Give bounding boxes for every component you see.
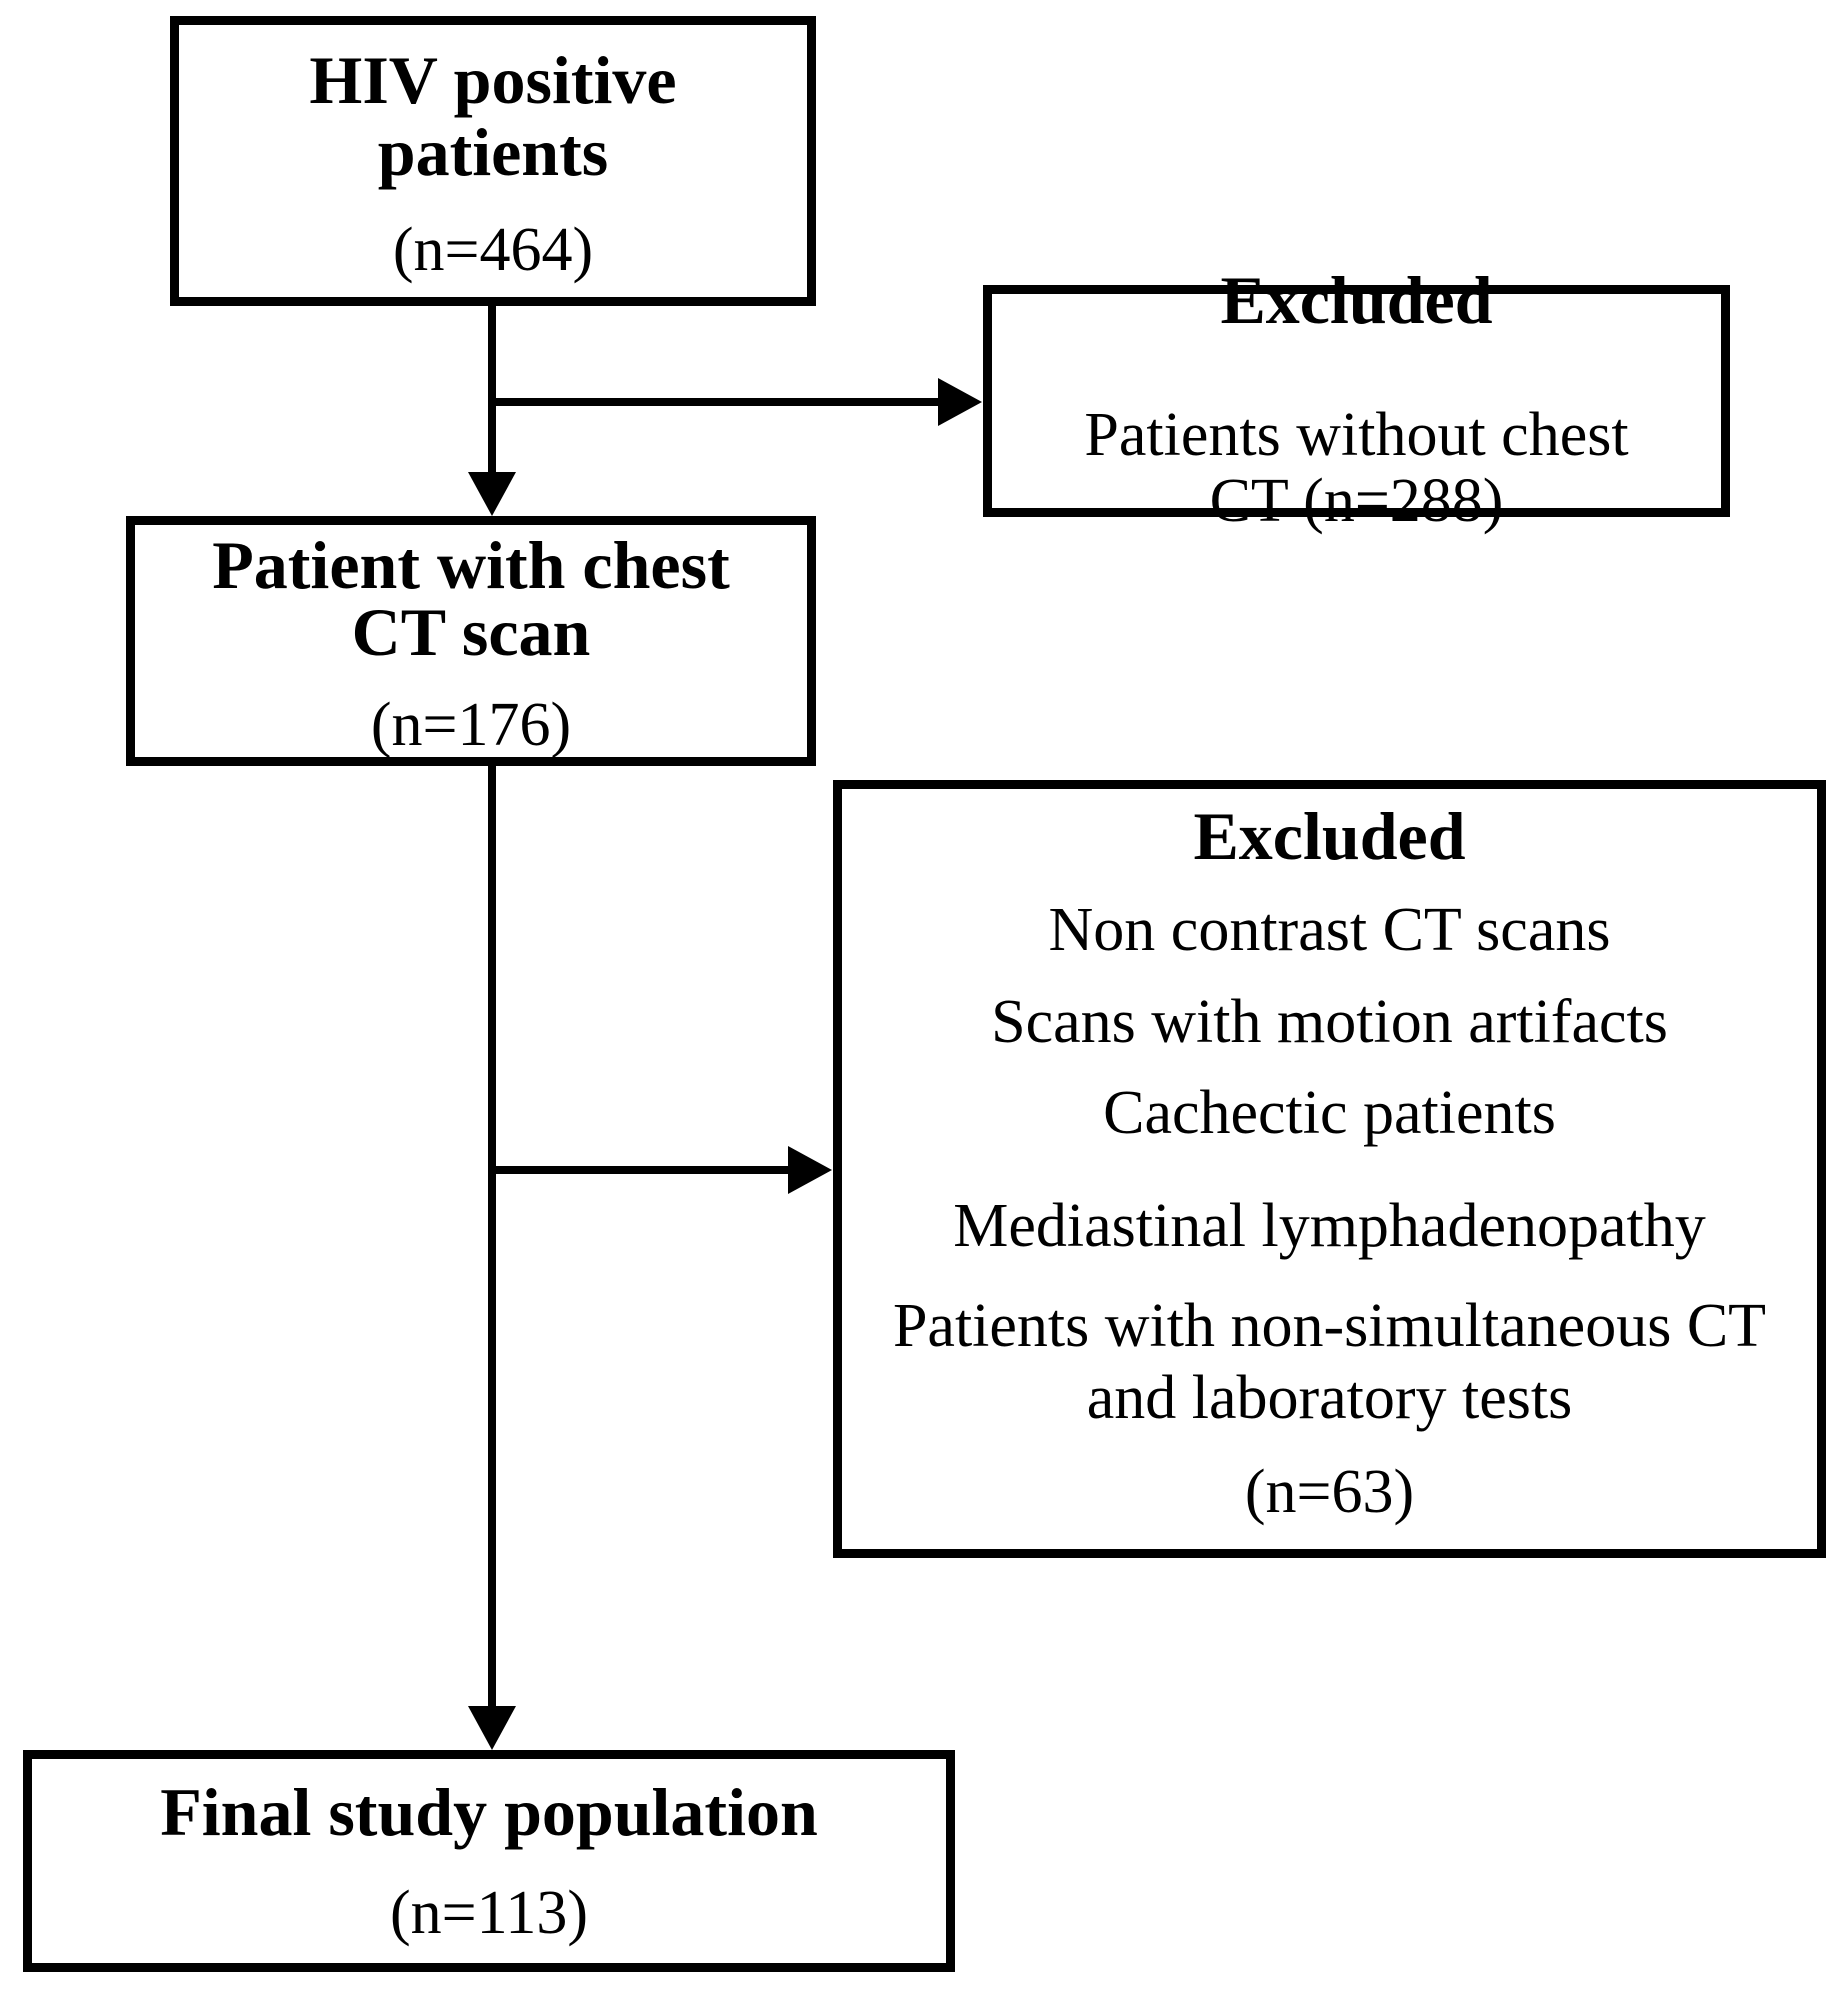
excluded2-item: Non contrast CT scans [1048, 896, 1611, 964]
arrowhead-right-icon [938, 378, 982, 426]
final-count: (n=113) [390, 1879, 588, 1947]
final-title: Final study population [160, 1774, 818, 1850]
arrowhead-right-icon [788, 1146, 832, 1194]
arrowhead-down-icon [468, 472, 516, 516]
excluded2-item: Cachectic patients [1103, 1079, 1556, 1147]
box-hiv-patients [170, 16, 816, 306]
excluded2-item: Scans with motion artifacts [991, 988, 1668, 1056]
connector-branch-excluded2 [492, 1166, 790, 1174]
chest-ct-title-line1: Patient with chest [212, 527, 730, 603]
excluded2-item: Patients with non-simultaneous CT and laboratory tests [892, 1292, 1767, 1432]
connector-chest-ct-to-final [488, 766, 496, 1708]
box-chest-ct-scan [126, 516, 816, 766]
box-final-study-population [23, 1750, 955, 1972]
chest-ct-title-line2: CT scan [351, 594, 591, 670]
hiv-title-line1: HIV positive [309, 42, 677, 118]
box-excluded-criteria [833, 780, 1826, 1558]
excluded1-heading: Excluded [1220, 262, 1493, 338]
excluded2-item: Mediastinal lymphadenopathy [953, 1192, 1706, 1260]
excluded1-body-line2: CT (n=288) [1209, 467, 1504, 535]
excluded1-body-line1: Patients without chest [1084, 401, 1629, 469]
hiv-count: (n=464) [392, 216, 594, 284]
box-excluded-no-chest-ct [983, 262, 1730, 535]
hiv-title-line2: patients [377, 114, 609, 190]
excluded2-count: (n=63) [1244, 1458, 1415, 1526]
chest-ct-count: (n=176) [370, 691, 572, 759]
connector-branch-excluded1 [492, 398, 940, 406]
excluded2-heading: Excluded [1193, 798, 1466, 874]
connector-hiv-to-chest-ct [488, 306, 496, 476]
arrowhead-down-icon [468, 1706, 516, 1750]
